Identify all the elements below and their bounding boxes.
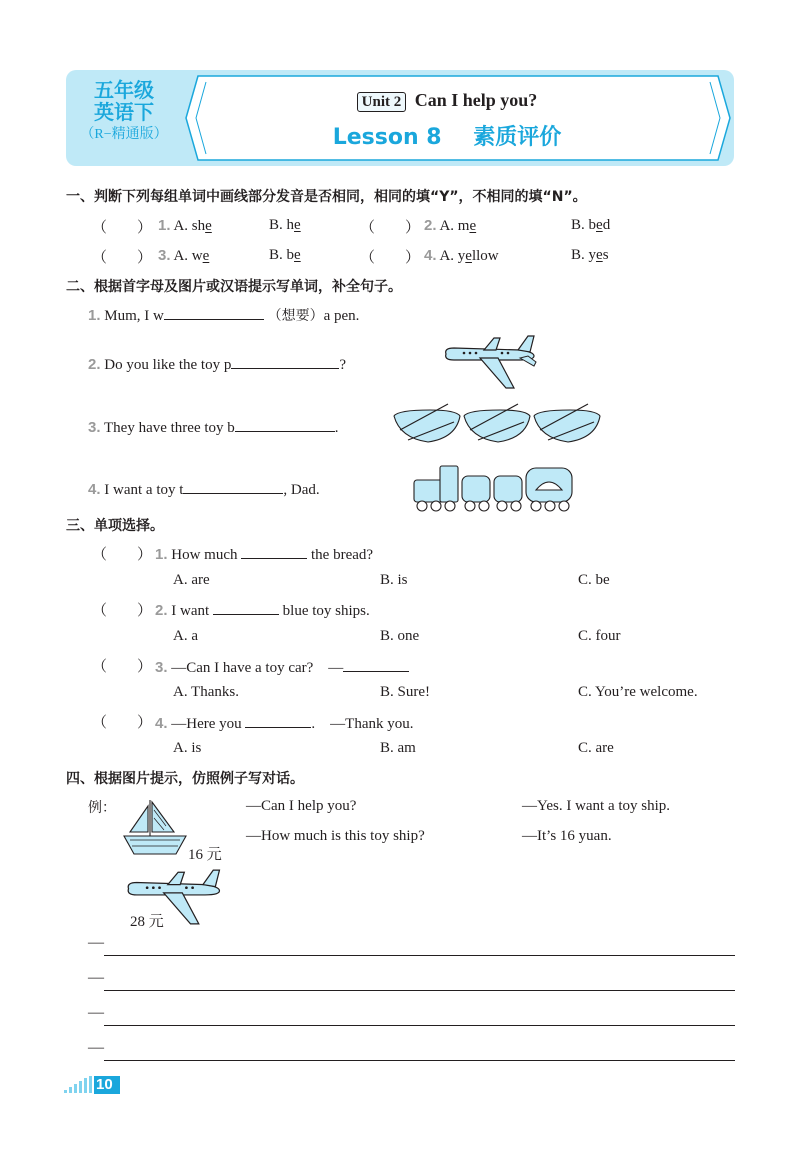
sentence-start: Do you like the toy p xyxy=(104,357,232,373)
answer-paren[interactable]: （ ） xyxy=(92,713,153,731)
answer-blank[interactable] xyxy=(343,657,409,672)
s1-item-1-b xyxy=(269,217,301,234)
word-b-rest: d xyxy=(602,217,611,233)
answer-blank[interactable] xyxy=(241,544,307,559)
s2-item-1 xyxy=(88,305,359,325)
question-end: . —Thank you. xyxy=(311,716,414,732)
sentence-start: I want a toy t xyxy=(104,482,184,498)
word-a-rest: llow xyxy=(471,248,499,264)
example-line-1: —Can I help you? xyxy=(246,798,357,814)
header-banner xyxy=(66,70,734,166)
dialog-dash: — xyxy=(88,1039,104,1056)
answer-blank[interactable] xyxy=(183,479,283,494)
unit-title-text: Can I help you? xyxy=(414,90,538,110)
s1-item-4 xyxy=(424,247,499,265)
underlined-letters: e xyxy=(294,217,301,233)
example-label: 例： xyxy=(88,800,116,816)
item-number: 3. xyxy=(158,247,171,264)
answer-paren[interactable]: （ ） xyxy=(92,218,153,236)
section3-title: 三、单项选择。 xyxy=(66,518,164,534)
underlined-letters: e xyxy=(596,247,603,263)
option-a[interactable]: A. are xyxy=(173,572,210,588)
question-end: the bread? xyxy=(311,547,374,563)
sentence-start: Mum, I w xyxy=(104,308,164,324)
section1-title: 一、判断下列每组单词中画线部分发音是否相同，相同的填“Y”，不相同的填“N”。 xyxy=(66,189,587,205)
underlined-letters: e xyxy=(294,247,301,263)
grade-text: 五年级 xyxy=(94,80,154,102)
option-a[interactable]: A. is xyxy=(173,740,202,756)
answer-paren[interactable]: （ ） xyxy=(92,248,153,266)
lesson-number: Lesson 8 xyxy=(332,125,442,150)
answer-paren[interactable]: （ ） xyxy=(92,601,153,619)
dialog-dash: — xyxy=(88,934,104,951)
plane-icon xyxy=(440,332,540,392)
answer-line[interactable] xyxy=(104,1025,735,1026)
s1-item-3-b xyxy=(269,247,301,264)
s1-item-2 xyxy=(424,217,476,235)
question-start: I want xyxy=(171,603,210,619)
option-b[interactable]: B. one xyxy=(380,628,420,644)
unit-title xyxy=(182,90,712,112)
page-number-decoration xyxy=(62,1074,122,1100)
chinese-hint: （想要） xyxy=(267,308,324,324)
sentence-end: . xyxy=(334,420,339,436)
word-a: A. m xyxy=(439,218,470,234)
underlined-letters: e xyxy=(465,248,472,264)
item-number: 1. xyxy=(158,217,171,234)
item-number: 1. xyxy=(155,546,168,563)
example-line-3: —How much is this toy ship? xyxy=(246,828,425,844)
sentence-end: ? xyxy=(339,357,347,373)
lesson-title-text: 素质评价 xyxy=(473,125,562,150)
word-b: B. b xyxy=(571,217,597,233)
item-number: 4. xyxy=(88,481,101,498)
section2-title: 二、根据首字母及图片或汉语提示写单词，补全句子。 xyxy=(66,279,402,295)
question-start: —Can I have a toy car? — xyxy=(171,660,344,676)
s1-item-4-b xyxy=(571,247,609,264)
train-icon xyxy=(410,460,580,516)
s1-item-3 xyxy=(158,247,209,265)
option-c[interactable]: C. four xyxy=(578,628,621,644)
dialog-dash: — xyxy=(88,1004,104,1021)
word-b: B. y xyxy=(571,247,597,263)
example-line-2: —Yes. I want a toy ship. xyxy=(522,798,671,814)
s3-question-1 xyxy=(155,544,373,564)
question-start: How much xyxy=(171,547,238,563)
item-number: 4. xyxy=(155,715,168,732)
ship-icon xyxy=(120,796,190,858)
option-b[interactable]: B. am xyxy=(380,740,416,756)
underlined-letters: e xyxy=(596,217,603,233)
price-label-ship: 16 元 xyxy=(188,847,222,863)
item-number: 4. xyxy=(424,247,437,264)
answer-blank[interactable] xyxy=(231,354,339,369)
option-c[interactable]: C. be xyxy=(578,572,610,588)
dialog-dash: — xyxy=(88,969,104,986)
answer-blank[interactable] xyxy=(235,417,335,432)
item-number: 3. xyxy=(88,419,101,436)
word-b: B. h xyxy=(269,217,295,233)
example-line-4: —It’s 16 yuan. xyxy=(522,828,612,844)
s1-item-1 xyxy=(158,217,212,235)
answer-paren[interactable]: （ ） xyxy=(360,218,421,236)
sentence-end: , Dad. xyxy=(283,482,320,498)
question-start: —Here you xyxy=(171,716,242,732)
option-a[interactable]: A. Thanks. xyxy=(173,684,239,700)
answer-paren[interactable]: （ ） xyxy=(92,545,153,563)
s1-item-2-b xyxy=(571,217,610,234)
item-number: 2. xyxy=(88,356,101,373)
s3-question-2 xyxy=(155,600,370,620)
word-b-rest: s xyxy=(602,247,609,263)
option-a[interactable]: A. a xyxy=(173,628,198,644)
item-number: 2. xyxy=(155,602,168,619)
option-b[interactable]: B. Sure! xyxy=(380,684,430,700)
word-a: A. w xyxy=(173,248,203,264)
underlined-letters: e xyxy=(205,218,212,234)
boats-icon xyxy=(390,400,610,450)
sentence-start: They have three toy b xyxy=(104,420,235,436)
word-b: B. b xyxy=(269,247,295,263)
edition-text: （R−精通版） xyxy=(80,127,168,142)
unit-badge: Unit 2 xyxy=(357,92,407,112)
item-number: 2. xyxy=(424,217,437,234)
answer-paren[interactable]: （ ） xyxy=(360,248,421,266)
s2-item-3 xyxy=(88,417,339,437)
section4-title: 四、根据图片提示，仿照例子写对话。 xyxy=(66,771,304,787)
answer-blank[interactable] xyxy=(164,305,264,320)
word-a: A. y xyxy=(439,248,466,264)
word-a: A. sh xyxy=(173,218,206,234)
underlined-letters: e xyxy=(469,218,477,234)
answer-blank[interactable] xyxy=(213,600,279,615)
page-number: 10 xyxy=(96,1076,113,1093)
option-b[interactable]: B. is xyxy=(380,572,408,588)
item-number: 3. xyxy=(155,659,168,676)
option-c[interactable]: C. You’re welcome. xyxy=(578,684,698,700)
answer-line[interactable] xyxy=(104,955,735,956)
answer-paren[interactable]: （ ） xyxy=(92,657,153,675)
s2-item-2 xyxy=(88,354,346,374)
answer-blank[interactable] xyxy=(245,713,311,728)
option-c[interactable]: C. are xyxy=(578,740,614,756)
answer-line[interactable] xyxy=(104,990,735,991)
s2-item-4 xyxy=(88,479,320,499)
grade-label xyxy=(66,80,182,146)
lesson-title xyxy=(182,120,712,151)
price-label-plane: 28 元 xyxy=(130,914,164,930)
underlined-letters: e xyxy=(202,248,210,264)
item-number: 1. xyxy=(88,307,101,324)
subject-text: 英语下 xyxy=(94,102,154,124)
sentence-end: a pen. xyxy=(323,308,360,324)
question-end: blue toy ships. xyxy=(282,603,370,619)
s3-question-3 xyxy=(155,656,409,677)
s3-question-4 xyxy=(155,712,414,733)
answer-line[interactable] xyxy=(104,1060,735,1061)
banner-titles xyxy=(182,76,712,160)
